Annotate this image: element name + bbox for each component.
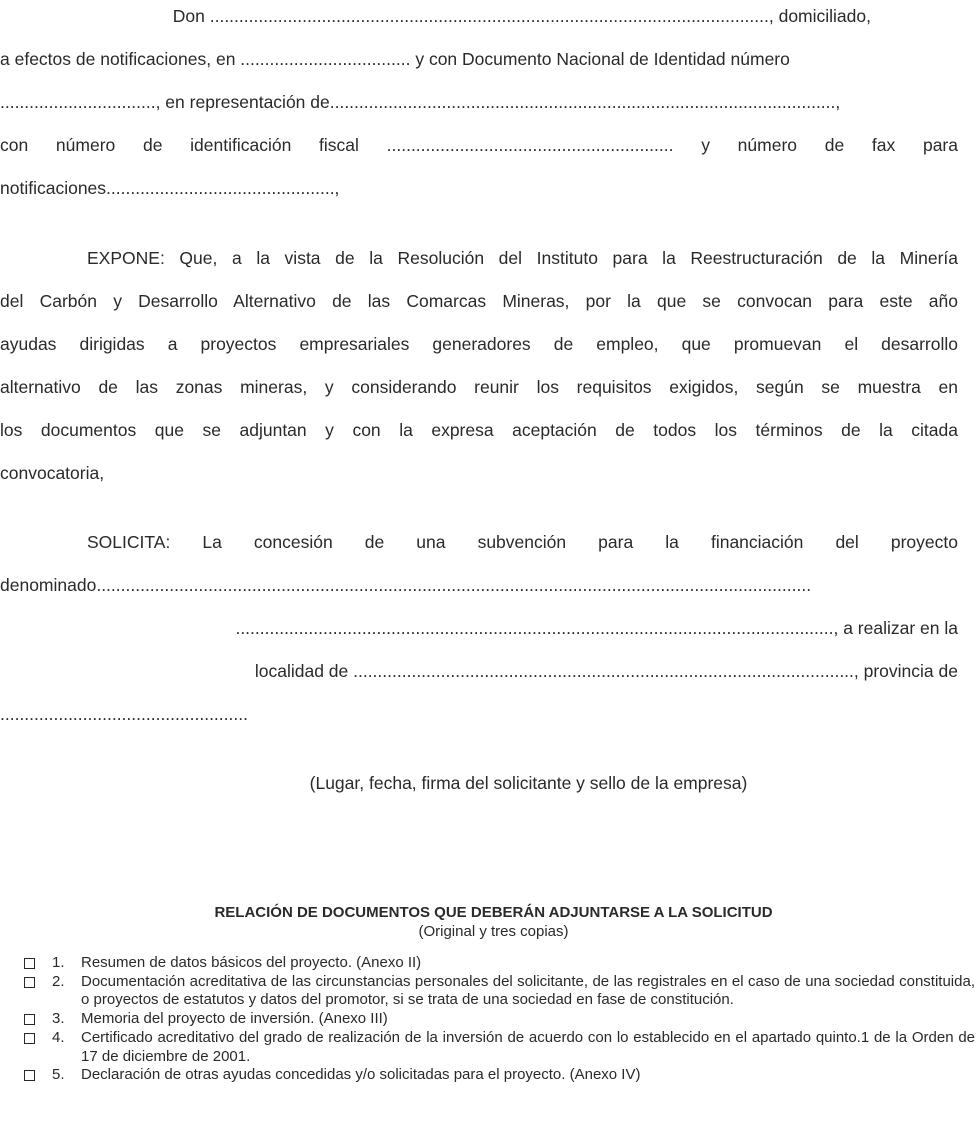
tax-id-line: con número de identificación fiscal ........................................................... y número de fax para: [0, 135, 958, 155]
expone-line-4: alternativo de las zonas mineras, y considerando reunir los requisitos exigidos, según se muestra en: [0, 377, 958, 397]
documents-title: RELACIÓN DE DOCUMENTOS QUE DEBERÁN ADJUNTARSE A LA SOLICITUD: [214, 904, 773, 921]
document-text-3: Memoria del proyecto de inversión. (Anexo III): [81, 1010, 388, 1028]
document-number-3: 3.: [52, 1010, 65, 1028]
document-number-1: 1.: [52, 954, 65, 971]
province-line: ...................................................: [0, 704, 248, 724]
fax-line: notificaciones...............................................,: [0, 178, 340, 198]
locality-line: localidad de ......................................................................................................., provincia de: [254, 661, 958, 681]
documents-list: [24, 954, 975, 1085]
document-text-2: Documentación acreditativa de las circunstancias personales del solicitante, de las registrales en el caso de una sociedad constituida, o proyectos de estatutos y datos del promotor, si se trata de una sociedad en fase de constitución.: [81, 972, 975, 1009]
document-checkbox-5[interactable]: [24, 1070, 35, 1081]
solicita-line-1: SOLICITA: La concesión de una subvención para la financiación del proyecto: [87, 532, 958, 552]
document-item-3: [24, 1010, 975, 1029]
document-item-4: [24, 1029, 975, 1066]
document-text-5: Declaración de otras ayudas concedidas y/o solicitadas para el proyecto. (Anexo IV): [81, 1066, 641, 1084]
document-checkbox-1[interactable]: [24, 958, 35, 969]
document-item-2: [24, 973, 975, 1010]
expone-line-5: los documentos que se adjuntan y con la expresa aceptación de todos los términos de la citada: [0, 420, 958, 440]
project-continuation-line: ..........................................................................................................................., a realizar en la: [235, 618, 958, 638]
document-text-1: Resumen de datos básicos del proyecto. (Anexo II): [81, 954, 422, 971]
notification-address-line: a efectos de notificaciones, en ................................... y con Documento Nacional de Identidad número: [0, 49, 790, 69]
signature-caption: (Lugar, fecha, firma del solicitante y sello de la empresa): [309, 773, 748, 793]
documents-subtitle: (Original y tres copias): [418, 923, 569, 940]
expone-line-6: convocatoria,: [0, 463, 105, 483]
document-number-4: 4.: [52, 1028, 65, 1046]
document-checkbox-3[interactable]: [24, 1014, 35, 1025]
expone-line-2: del Carbón y Desarrollo Alternativo de las Comarcas Mineras, por la que se convocan para este año: [0, 291, 958, 311]
document-item-5: [24, 1066, 975, 1085]
expone-line-1: EXPONE: Que, a la vista de la Resolución del Instituto para la Reestructuración de la Minería: [87, 248, 958, 268]
document-number-5: 5.: [52, 1066, 65, 1084]
document-checkbox-4[interactable]: [24, 1033, 35, 1044]
project-name-line: denominado...................................................................................................................................................: [0, 575, 812, 595]
applicant-name-line: Don ..................................................................................................................., domiciliado,: [172, 6, 871, 26]
document-text-4: Certificado acreditativo del grado de realización de la inversión de acuerdo con lo establecido en el apartado quinto.1 de la Orden de 17 de diciembre de 2001.: [81, 1028, 975, 1065]
document-checkbox-2[interactable]: [24, 977, 35, 988]
id-number-line: ................................, en representación de........................................................................................................,: [0, 92, 841, 112]
document-item-1: [24, 954, 975, 973]
document-number-2: 2.: [52, 972, 65, 990]
expone-line-3: ayudas dirigidas a proyectos empresariales generadores de empleo, que promuevan el desarrollo: [0, 334, 958, 354]
